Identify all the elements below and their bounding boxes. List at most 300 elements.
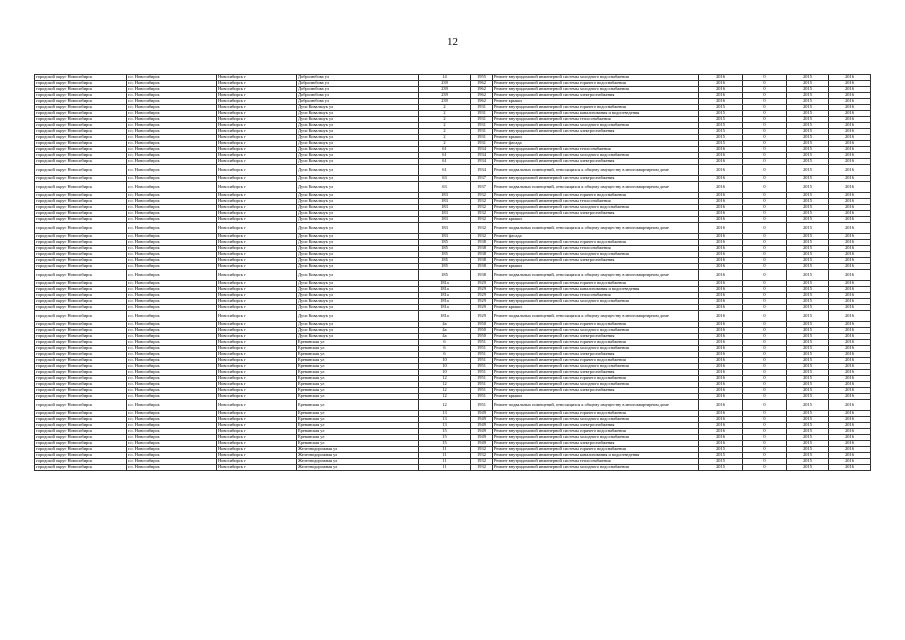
start-year-cell: 2015 (787, 358, 829, 364)
build-year-cell: 1931 (471, 129, 493, 135)
municipality-cell: городской округ Новосибирск (35, 441, 127, 447)
zero-value-cell: 0 (743, 123, 787, 129)
build-year-cell: 1938 (471, 270, 493, 281)
start-year-cell: 2015 (787, 75, 829, 81)
work-type-cell: Ремонт внутридомовой инженерной системы теплоснабжения (493, 117, 699, 123)
locality-cell: г.о. Новосибирск (127, 293, 217, 299)
zero-value-cell: 0 (743, 293, 787, 299)
zero-value-cell: 0 (743, 193, 787, 199)
zero-value-cell: 0 (743, 87, 787, 93)
end-year-cell: 2016 (829, 99, 871, 105)
street-cell: Дуси Ковальчук ул (297, 193, 419, 199)
street-cell: Добролюбова ул (297, 93, 419, 99)
planned-year-cell: 2016 (699, 147, 743, 153)
zero-value-cell: 0 (743, 141, 787, 147)
street-cell: Железнодорожная ул (297, 465, 419, 471)
street-cell: Дуси Ковальчук ул (297, 159, 419, 165)
work-type-cell: Ремонт внутридомовой инженерной системы горячего водоснабжения (493, 376, 699, 382)
locality-cell: г.о. Новосибирск (127, 364, 217, 370)
city-cell: Новосибирск г (217, 311, 297, 322)
municipality-cell: городской округ Новосибирск (35, 270, 127, 281)
build-year-cell: 1929 (471, 281, 493, 287)
build-year-cell: 1949 (471, 423, 493, 429)
work-type-cell: Ремонт внутридомовой инженерной системы холодного водоснабжения (493, 364, 699, 370)
city-cell: Новосибирск г (217, 299, 297, 305)
end-year-cell: 2016 (829, 382, 871, 388)
zero-value-cell: 0 (743, 328, 787, 334)
locality-cell: г.о. Новосибирск (127, 328, 217, 334)
build-year-cell: 1931 (471, 135, 493, 141)
zero-value-cell: 0 (743, 340, 787, 346)
zero-value-cell: 0 (743, 165, 787, 176)
table-row (35, 165, 871, 176)
house-number-cell: 61 (419, 147, 471, 153)
city-cell: Новосибирск г (217, 358, 297, 364)
locality-cell: г.о. Новосибирск (127, 400, 217, 411)
end-year-cell: 2016 (829, 147, 871, 153)
locality-cell: г.о. Новосибирск (127, 246, 217, 252)
locality-cell: г.о. Новосибирск (127, 182, 217, 193)
municipality-cell: городской округ Новосибирск (35, 417, 127, 423)
work-type-cell: Ремонт внутридомовой инженерной системы теплоснабжения (493, 147, 699, 153)
end-year-cell: 2016 (829, 423, 871, 429)
zero-value-cell: 0 (743, 129, 787, 135)
work-type-cell: Ремонт внутридомовой инженерной системы электроснабжения (493, 258, 699, 264)
house-number-cell: 14 (419, 75, 471, 81)
end-year-cell: 2016 (829, 223, 871, 234)
locality-cell: г.о. Новосибирск (127, 453, 217, 459)
end-year-cell: 2016 (829, 153, 871, 159)
table-row (35, 270, 871, 281)
city-cell: Новосибирск г (217, 388, 297, 394)
build-year-cell: 1929 (471, 311, 493, 322)
build-year-cell: 1938 (471, 246, 493, 252)
street-cell: Дуси Ковальчук ул (297, 129, 419, 135)
build-year-cell: 1931 (471, 141, 493, 147)
start-year-cell: 2015 (787, 165, 829, 176)
municipality-cell: городской округ Новосибирск (35, 111, 127, 117)
work-type-cell: Ремонт внутридомовой инженерной системы холодного водоснабжения (493, 465, 699, 471)
start-year-cell: 2015 (787, 281, 829, 287)
municipality-cell: городской округ Новосибирск (35, 264, 127, 270)
street-cell: Дуси Ковальчук ул (297, 334, 419, 340)
municipality-cell: городской округ Новосибирск (35, 281, 127, 287)
planned-year-cell: 2016 (699, 193, 743, 199)
zero-value-cell: 0 (743, 217, 787, 223)
end-year-cell: 2016 (829, 193, 871, 199)
house-number-cell: 13 (419, 417, 471, 423)
locality-cell: г.о. Новосибирск (127, 287, 217, 293)
locality-cell: г.о. Новосибирск (127, 429, 217, 435)
city-cell: Новосибирск г (217, 240, 297, 246)
city-cell: Новосибирск г (217, 293, 297, 299)
locality-cell: г.о. Новосибирск (127, 135, 217, 141)
planned-year-cell: 2016 (699, 281, 743, 287)
start-year-cell: 2015 (787, 99, 829, 105)
build-year-cell: 1938 (471, 258, 493, 264)
municipality-cell: городской округ Новосибирск (35, 165, 127, 176)
build-year-cell: 1937 (471, 176, 493, 182)
street-cell: Дуси Ковальчук ул (297, 147, 419, 153)
zero-value-cell: 0 (743, 311, 787, 322)
planned-year-cell: 2016 (699, 352, 743, 358)
street-cell: Дуси Ковальчук ул (297, 123, 419, 129)
planned-year-cell: 2016 (699, 394, 743, 400)
planned-year-cell: 2015 (699, 453, 743, 459)
planned-year-cell: 2016 (699, 364, 743, 370)
end-year-cell: 2016 (829, 270, 871, 281)
municipality-cell: городской округ Новосибирск (35, 358, 127, 364)
build-year-cell: 1932 (471, 465, 493, 471)
work-type-cell: Ремонт внутридомовой инженерной системы холодного водоснабжения (493, 123, 699, 129)
end-year-cell: 2016 (829, 334, 871, 340)
zero-value-cell: 0 (743, 246, 787, 252)
city-cell: Новосибирск г (217, 382, 297, 388)
end-year-cell: 2016 (829, 435, 871, 441)
municipality-cell: городской округ Новосибирск (35, 370, 127, 376)
start-year-cell: 2015 (787, 299, 829, 305)
zero-value-cell: 0 (743, 75, 787, 81)
page-number: 12 (447, 36, 458, 48)
zero-value-cell: 0 (743, 223, 787, 234)
end-year-cell: 2016 (829, 281, 871, 287)
municipality-cell: городской округ Новосибирск (35, 81, 127, 87)
house-number-cell: 185 (419, 258, 471, 264)
end-year-cell: 2016 (829, 346, 871, 352)
start-year-cell: 2015 (787, 447, 829, 453)
planned-year-cell: 2016 (699, 258, 743, 264)
build-year-cell: 1932 (471, 217, 493, 223)
zero-value-cell: 0 (743, 441, 787, 447)
street-cell: Ереванская ул (297, 441, 419, 447)
build-year-cell: 1951 (471, 370, 493, 376)
zero-value-cell: 0 (743, 299, 787, 305)
zero-value-cell: 0 (743, 358, 787, 364)
street-cell: Ереванская ул (297, 340, 419, 346)
build-year-cell: 1951 (471, 388, 493, 394)
start-year-cell: 2015 (787, 370, 829, 376)
house-number-cell: 2 (419, 123, 471, 129)
street-cell: Железнодорожная ул (297, 459, 419, 465)
street-cell: Дуси Ковальчук ул (297, 205, 419, 211)
street-cell: Добролюбова ул (297, 81, 419, 87)
end-year-cell: 2016 (829, 205, 871, 211)
build-year-cell: 1934 (471, 165, 493, 176)
end-year-cell: 2016 (829, 358, 871, 364)
work-type-cell: Ремонт внутридомовой инженерной системы горячего водоснабжения (493, 81, 699, 87)
city-cell: Новосибирск г (217, 447, 297, 453)
start-year-cell: 2015 (787, 334, 829, 340)
locality-cell: г.о. Новосибирск (127, 465, 217, 471)
start-year-cell: 2015 (787, 217, 829, 223)
locality-cell: г.о. Новосибирск (127, 264, 217, 270)
city-cell: Новосибирск г (217, 400, 297, 411)
zero-value-cell: 0 (743, 199, 787, 205)
city-cell: Новосибирск г (217, 165, 297, 176)
work-type-cell: Ремонт крыши (493, 99, 699, 105)
zero-value-cell: 0 (743, 465, 787, 471)
street-cell: Дуси Ковальчук ул (297, 270, 419, 281)
city-cell: Новосибирск г (217, 176, 297, 182)
planned-year-cell: 2015 (699, 105, 743, 111)
locality-cell: г.о. Новосибирск (127, 388, 217, 394)
work-type-cell: Ремонт внутридомовой инженерной системы холодного водоснабжения (493, 435, 699, 441)
start-year-cell: 2015 (787, 311, 829, 322)
planned-year-cell: 2016 (699, 334, 743, 340)
start-year-cell: 2015 (787, 340, 829, 346)
street-cell: Дуси Ковальчук ул (297, 322, 419, 328)
city-cell: Новосибирск г (217, 305, 297, 311)
house-number-cell: 12 (419, 394, 471, 400)
municipality-cell: городской округ Новосибирск (35, 287, 127, 293)
end-year-cell: 2016 (829, 340, 871, 346)
work-type-cell: Ремонт крыши (493, 217, 699, 223)
start-year-cell: 2015 (787, 364, 829, 370)
build-year-cell: 1950 (471, 334, 493, 340)
work-type-cell: Ремонт внутридомовой инженерной системы холодного водоснабжения (493, 417, 699, 423)
build-year-cell: 1938 (471, 252, 493, 258)
start-year-cell: 2015 (787, 394, 829, 400)
start-year-cell: 2015 (787, 193, 829, 199)
start-year-cell: 2015 (787, 123, 829, 129)
planned-year-cell: 2016 (699, 182, 743, 193)
work-type-cell: Ремонт внутридомовой инженерной системы горячего водоснабжения (493, 240, 699, 246)
work-type-cell: Ремонт внутридомовой инженерной системы электроснабжения (493, 129, 699, 135)
build-year-cell: 1929 (471, 293, 493, 299)
zero-value-cell: 0 (743, 352, 787, 358)
city-cell: Новосибирск г (217, 465, 297, 471)
planned-year-cell: 2016 (699, 153, 743, 159)
house-number-cell: 4а (419, 334, 471, 340)
start-year-cell: 2015 (787, 223, 829, 234)
house-number-cell: 6 (419, 346, 471, 352)
municipality-cell: городской округ Новосибирск (35, 252, 127, 258)
house-number-cell: 183 (419, 217, 471, 223)
house-number-cell: 15 (419, 435, 471, 441)
municipality-cell: городской округ Новосибирск (35, 205, 127, 211)
planned-year-cell: 2016 (699, 93, 743, 99)
city-cell: Новосибирск г (217, 217, 297, 223)
city-cell: Новосибирск г (217, 111, 297, 117)
build-year-cell: 1962 (471, 93, 493, 99)
municipality-cell: городской округ Новосибирск (35, 211, 127, 217)
city-cell: Новосибирск г (217, 340, 297, 346)
house-number-cell: 13 (419, 411, 471, 417)
city-cell: Новосибирск г (217, 135, 297, 141)
work-type-cell: Ремонт внутридомовой инженерной системы электроснабжения (493, 176, 699, 182)
zero-value-cell: 0 (743, 281, 787, 287)
city-cell: Новосибирск г (217, 411, 297, 417)
zero-value-cell: 0 (743, 435, 787, 441)
planned-year-cell: 2016 (699, 305, 743, 311)
locality-cell: г.о. Новосибирск (127, 252, 217, 258)
locality-cell: г.о. Новосибирск (127, 459, 217, 465)
municipality-cell: городской округ Новосибирск (35, 129, 127, 135)
build-year-cell: 1951 (471, 376, 493, 382)
build-year-cell: 1929 (471, 305, 493, 311)
house-number-cell: 12 (419, 376, 471, 382)
locality-cell: г.о. Новосибирск (127, 111, 217, 117)
zero-value-cell: 0 (743, 334, 787, 340)
build-year-cell: 1951 (471, 340, 493, 346)
municipality-cell: городской округ Новосибирск (35, 123, 127, 129)
start-year-cell: 2015 (787, 305, 829, 311)
zero-value-cell: 0 (743, 364, 787, 370)
build-year-cell: 1934 (471, 147, 493, 153)
build-year-cell: 1929 (471, 299, 493, 305)
start-year-cell: 2015 (787, 205, 829, 211)
build-year-cell: 1932 (471, 211, 493, 217)
end-year-cell: 2016 (829, 305, 871, 311)
city-cell: Новосибирск г (217, 159, 297, 165)
start-year-cell: 2015 (787, 429, 829, 435)
start-year-cell: 2015 (787, 258, 829, 264)
locality-cell: г.о. Новосибирск (127, 99, 217, 105)
house-number-cell: 11 (419, 453, 471, 459)
locality-cell: г.о. Новосибирск (127, 176, 217, 182)
planned-year-cell: 2016 (699, 411, 743, 417)
build-year-cell: 1951 (471, 352, 493, 358)
locality-cell: г.о. Новосибирск (127, 217, 217, 223)
start-year-cell: 2015 (787, 293, 829, 299)
end-year-cell: 2016 (829, 159, 871, 165)
end-year-cell: 2016 (829, 258, 871, 264)
city-cell: Новосибирск г (217, 193, 297, 199)
street-cell: Ереванская ул (297, 346, 419, 352)
zero-value-cell: 0 (743, 394, 787, 400)
street-cell: Дуси Ковальчук ул (297, 252, 419, 258)
build-year-cell: 1962 (471, 87, 493, 93)
build-year-cell: 1951 (471, 346, 493, 352)
city-cell: Новосибирск г (217, 459, 297, 465)
municipality-cell: городской округ Новосибирск (35, 376, 127, 382)
planned-year-cell: 2016 (699, 211, 743, 217)
locality-cell: г.о. Новосибирск (127, 334, 217, 340)
work-type-cell: Ремонт внутридомовой инженерной системы горячего водоснабжения (493, 447, 699, 453)
city-cell: Новосибирск г (217, 429, 297, 435)
start-year-cell: 2015 (787, 234, 829, 240)
end-year-cell: 2016 (829, 75, 871, 81)
house-number-cell: 183 (419, 205, 471, 211)
start-year-cell: 2015 (787, 376, 829, 382)
start-year-cell: 2015 (787, 346, 829, 352)
house-number-cell: 2 (419, 129, 471, 135)
work-type-cell: Ремонт внутридомовой инженерной системы электроснабжения (493, 423, 699, 429)
municipality-cell: городской округ Новосибирск (35, 352, 127, 358)
start-year-cell: 2015 (787, 382, 829, 388)
build-year-cell: 1932 (471, 447, 493, 453)
locality-cell: г.о. Новосибирск (127, 87, 217, 93)
end-year-cell: 2016 (829, 311, 871, 322)
start-year-cell: 2015 (787, 287, 829, 293)
work-type-cell: Ремонт внутридомовой инженерной системы холодного водоснабжения (493, 75, 699, 81)
start-year-cell: 2015 (787, 441, 829, 447)
zero-value-cell: 0 (743, 234, 787, 240)
work-type-cell: Ремонт внутридомовой инженерной системы горячего водоснабжения (493, 358, 699, 364)
planned-year-cell: 2015 (699, 141, 743, 147)
end-year-cell: 2016 (829, 246, 871, 252)
planned-year-cell: 2016 (699, 81, 743, 87)
work-type-cell: Ремонт внутридомовой инженерной системы холодного водоснабжения (493, 382, 699, 388)
street-cell: Дуси Ковальчук ул (297, 141, 419, 147)
build-year-cell: 1934 (471, 153, 493, 159)
zero-value-cell: 0 (743, 264, 787, 270)
build-year-cell: 1938 (471, 264, 493, 270)
house-number-cell: 181а (419, 293, 471, 299)
city-cell: Новосибирск г (217, 99, 297, 105)
house-number-cell: 61 (419, 165, 471, 176)
work-type-cell: Ремонт крыши (493, 264, 699, 270)
street-cell: Ереванская ул (297, 394, 419, 400)
locality-cell: г.о. Новосибирск (127, 75, 217, 81)
planned-year-cell: 2016 (699, 270, 743, 281)
municipality-cell: городской округ Новосибирск (35, 388, 127, 394)
house-number-cell: 2 (419, 111, 471, 117)
start-year-cell: 2015 (787, 141, 829, 147)
zero-value-cell: 0 (743, 346, 787, 352)
planned-year-cell: 2015 (699, 447, 743, 453)
city-cell: Новосибирск г (217, 205, 297, 211)
end-year-cell: 2016 (829, 447, 871, 453)
street-cell: Дуси Ковальчук ул (297, 246, 419, 252)
locality-cell: г.о. Новосибирск (127, 81, 217, 87)
end-year-cell: 2016 (829, 400, 871, 411)
end-year-cell: 2016 (829, 429, 871, 435)
end-year-cell: 2016 (829, 165, 871, 176)
end-year-cell: 2016 (829, 217, 871, 223)
build-year-cell: 1949 (471, 435, 493, 441)
work-type-cell: Ремонт внутридомовой инженерной системы холодного водоснабжения (493, 205, 699, 211)
zero-value-cell: 0 (743, 370, 787, 376)
work-type-cell: Ремонт внутридомовой инженерной системы канализования и водоотведения (493, 287, 699, 293)
street-cell: Ереванская ул (297, 382, 419, 388)
build-year-cell: 1949 (471, 411, 493, 417)
house-number-cell: 15 (419, 429, 471, 435)
municipality-cell: городской округ Новосибирск (35, 217, 127, 223)
work-type-cell: Ремонт внутридомовой инженерной системы электроснабжения (493, 334, 699, 340)
locality-cell: г.о. Новосибирск (127, 193, 217, 199)
municipality-cell: городской округ Новосибирск (35, 240, 127, 246)
planned-year-cell: 2015 (699, 123, 743, 129)
start-year-cell: 2015 (787, 411, 829, 417)
end-year-cell: 2016 (829, 211, 871, 217)
end-year-cell: 2016 (829, 293, 871, 299)
street-cell: Дуси Ковальчук ул (297, 264, 419, 270)
municipality-cell: городской округ Новосибирск (35, 87, 127, 93)
locality-cell: г.о. Новосибирск (127, 447, 217, 453)
house-number-cell: 185 (419, 240, 471, 246)
build-year-cell: 1932 (471, 234, 493, 240)
house-number-cell: 181а (419, 311, 471, 322)
house-number-cell: 2 (419, 135, 471, 141)
house-number-cell: 4а (419, 328, 471, 334)
start-year-cell: 2015 (787, 117, 829, 123)
work-type-cell: Ремонт внутридомовой инженерной системы электроснабжения (493, 388, 699, 394)
zero-value-cell: 0 (743, 459, 787, 465)
work-type-cell: Ремонт внутридомовой инженерной системы канализования и водоотведения (493, 453, 699, 459)
planned-year-cell: 2016 (699, 199, 743, 205)
start-year-cell: 2015 (787, 111, 829, 117)
locality-cell: г.о. Новосибирск (127, 311, 217, 322)
work-type-cell: Ремонт внутридомовой инженерной системы холодного водоснабжения (493, 87, 699, 93)
city-cell: Новосибирск г (217, 370, 297, 376)
start-year-cell: 2015 (787, 388, 829, 394)
end-year-cell: 2016 (829, 111, 871, 117)
municipality-cell: городской округ Новосибирск (35, 340, 127, 346)
city-cell: Новосибирск г (217, 453, 297, 459)
house-number-cell: 11 (419, 459, 471, 465)
planned-year-cell: 2016 (699, 423, 743, 429)
